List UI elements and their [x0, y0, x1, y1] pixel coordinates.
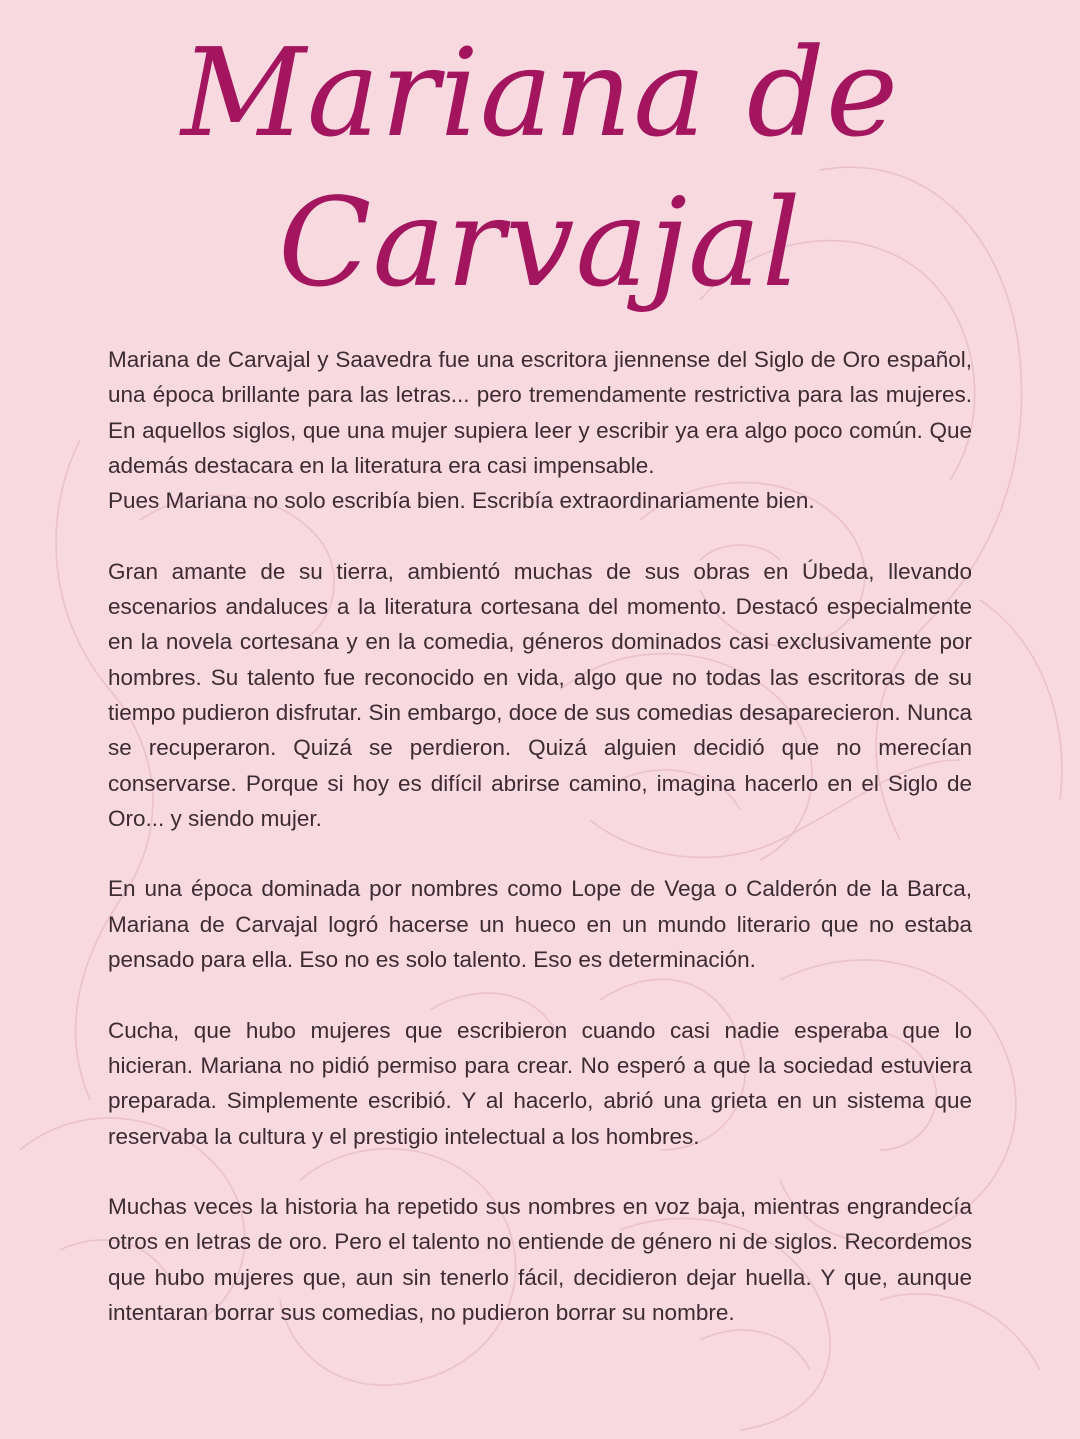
paragraph-1: Mariana de Carvajal y Saavedra fue una escritora jiennense del Siglo de Oro español, una época brillante para las letras... pero tremendamente restrictiva para las mujeres. En aquellos siglos, que una mujer supiera leer y escribir ya era algo poco común. Que además destacara en la literatura era casi impensable. [108, 347, 972, 478]
title-line-1: Mariana de [180, 22, 900, 164]
paragraph-5: Cucha, que hubo mujeres que escribieron cuando casi nadie esperaba que lo hicieran. Mariana no pidió permiso para crear. No esperó a que la sociedad estuviera preparada. Simplemente escribió. Y al hacerlo, abrió una grieta en un sistema que reservaba la cultura y el prestigio intelectual a los hombres. [108, 1017, 972, 1149]
article-body [108, 342, 972, 1366]
paragraph-4: En una época dominada por nombres como Lope de Vega o Calderón de la Barca, Mariana de Carvajal logró hacerse un hueco en un mundo literario que no estaba pensado para ella. Eso no es solo talento. Eso es determinación. [108, 876, 972, 973]
page-title [0, 18, 1080, 318]
title-line-2: Carvajal [278, 172, 802, 314]
paragraph-6: Muchas veces la historia ha repetido sus nombres en voz baja, mientras engrandecía otros en letras de oro. Pero el talento no entiende de género ni de siglos. Recordemos que hubo mujeres que, aun sin tenerlo fácil, decidieron dejar huella. Y que, aunque intentaran borrar sus comedias, no pudieron borrar su nombre. [108, 1194, 972, 1326]
paragraph-3: Gran amante de su tierra, ambientó muchas de sus obras en Úbeda, llevando escenarios andaluces a la literatura cortesana del momento. Destacó especialmente en la novela cortesana y en la comedia, géneros dominados casi exclusivamente por hombres. Su talento fue reconocido en vida, algo que no todas las escritoras de su tiempo pudieron disfrutar. Sin embargo, doce de sus comedias desaparecieron. Nunca se recuperaron. Quizá se perdieron. Quizá alguien decidió que no merecían conservarse. Porque si hoy es difícil abrirse camino, imagina hacerlo en el Siglo de Oro... y siendo mujer. [108, 558, 972, 831]
paragraph-2: Pues Mariana no solo escribía bien. Escribía extraordinariamente bien. [108, 488, 815, 514]
